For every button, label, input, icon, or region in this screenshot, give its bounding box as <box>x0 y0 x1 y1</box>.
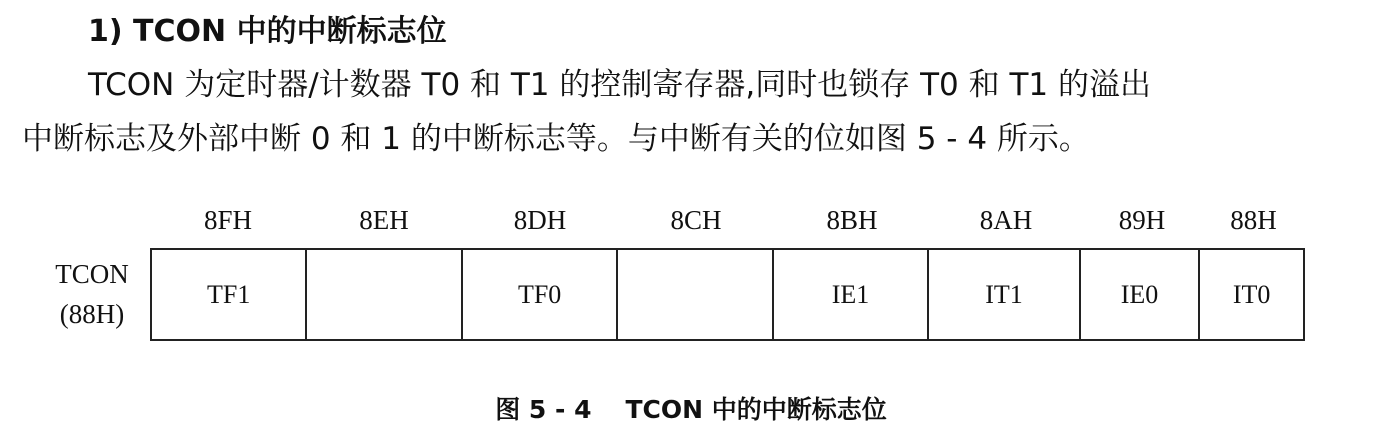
register-address: (88H) <box>59 299 125 329</box>
bit-address: 8AH <box>979 205 1033 235</box>
bit-address: 89H <box>1118 205 1166 235</box>
bit-cell: TF1 <box>152 250 307 339</box>
figure-caption <box>0 390 1382 426</box>
register-name: TCON <box>55 259 129 289</box>
bit-cell: IE1 <box>774 250 929 339</box>
bit-cell: IE0 <box>1081 250 1201 339</box>
bit-address: 8BH <box>826 205 878 235</box>
bit-cell: IT0 <box>1232 279 1271 309</box>
bit-address: 8EH <box>359 205 409 235</box>
bit-cell <box>307 250 462 339</box>
bit-cell: IT1 <box>929 250 1080 339</box>
bit-address: 8CH <box>670 205 722 235</box>
register-label <box>44 254 140 334</box>
figure-number: 图 5 - 4 <box>495 395 592 424</box>
register-bit-table <box>150 248 1305 341</box>
bit-cell: TF0 <box>463 250 618 339</box>
bit-address: 8DH <box>513 205 567 235</box>
paragraph-line-2: 中断标志及外部中断 0 和 1 的中断标志等。与中断有关的位如图 5 - 4 所示。 <box>22 121 1090 157</box>
bit-address: 88H <box>1230 205 1277 235</box>
paragraph-line-1: TCON 为定时器/计数器 T0 和 T1 的控制寄存器,同时也锁存 T0 和 T1 的溢出 <box>88 67 1151 103</box>
bit-address: 8FH <box>203 205 252 235</box>
body-paragraph <box>22 58 1352 166</box>
section-heading: 1) TCON 中的中断标志位 <box>88 14 447 49</box>
bit-address-row <box>150 200 1305 240</box>
figure-title: TCON 中的中断标志位 <box>625 395 887 424</box>
bit-cell <box>618 250 773 339</box>
